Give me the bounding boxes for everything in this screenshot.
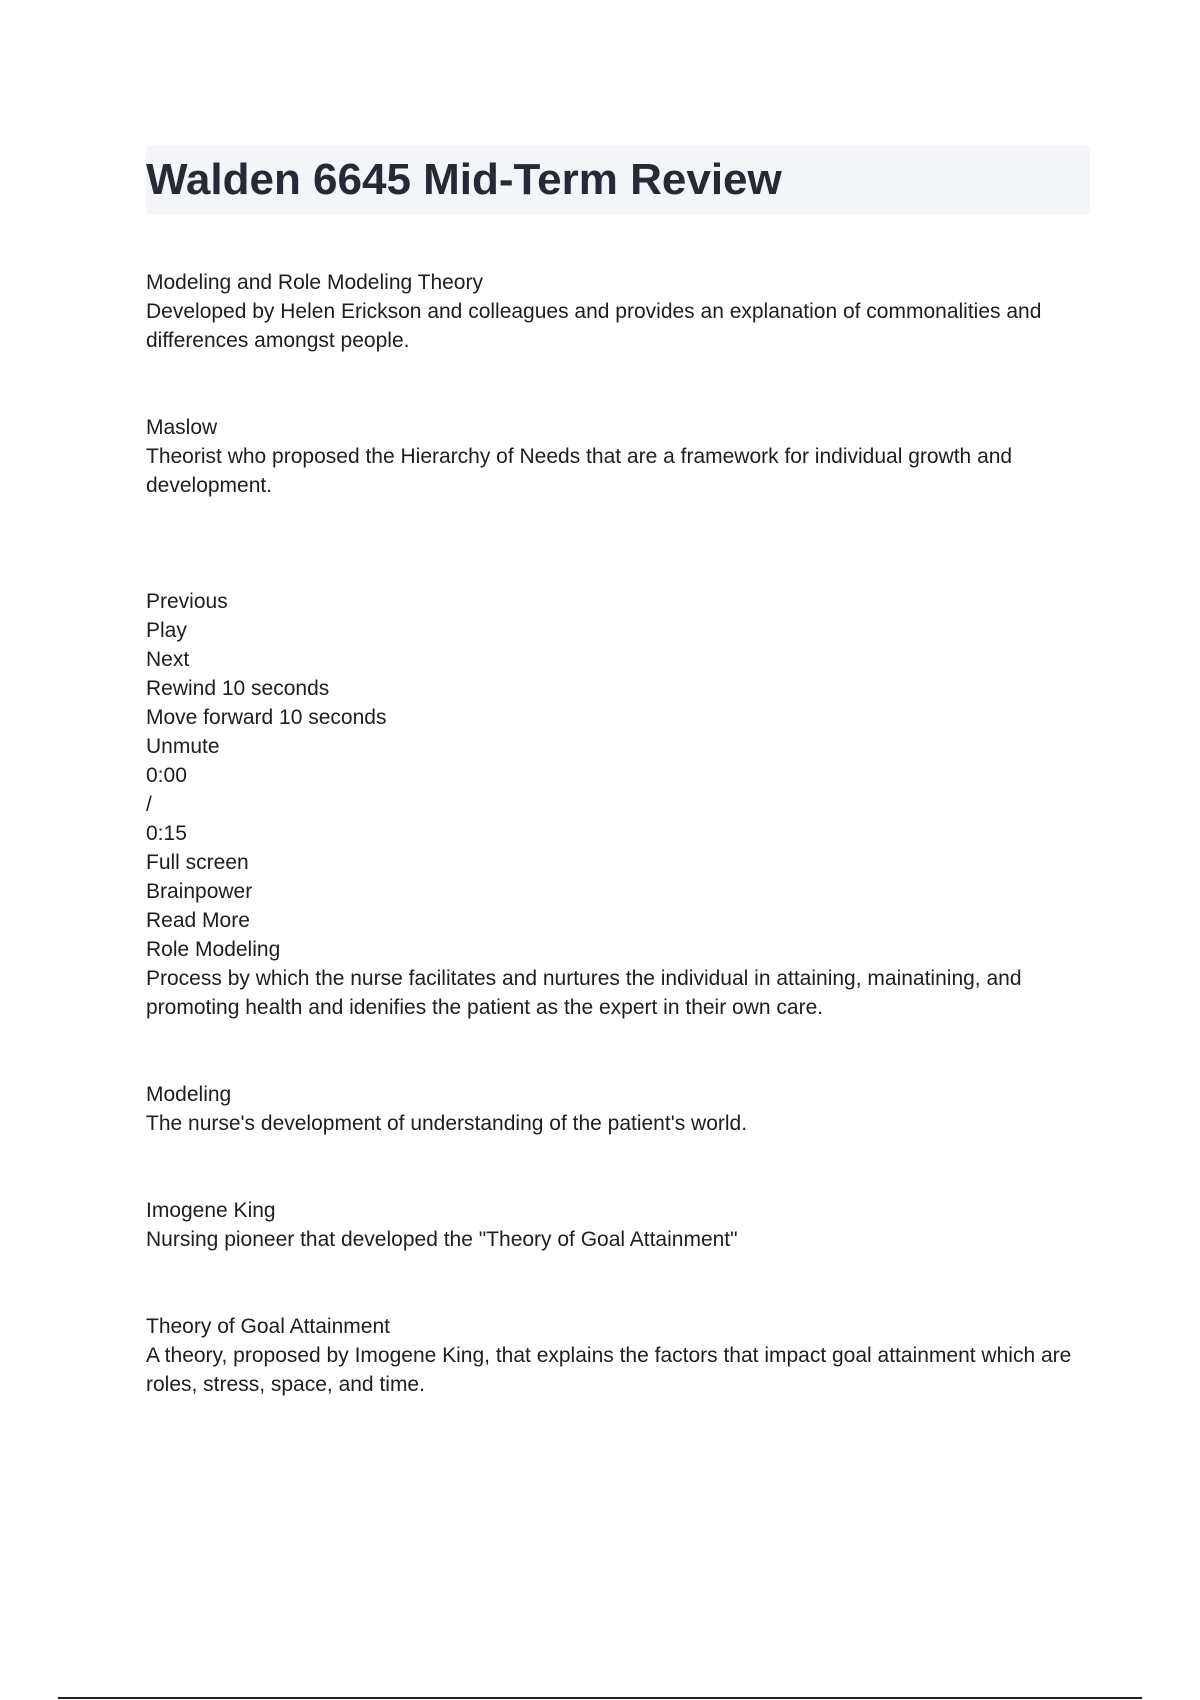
entry-definition: Nursing pioneer that developed the "Theory of Goal Attainment" <box>146 1228 738 1251</box>
page-title: Walden 6645 Mid-Term Review <box>146 155 782 204</box>
flashcard-entry <box>146 935 1090 1022</box>
flashcard-entry <box>146 268 1090 355</box>
read-more-link[interactable]: Read More <box>146 909 250 932</box>
entry-term: Maslow <box>146 416 218 439</box>
entry-term: Role Modeling <box>146 938 281 961</box>
current-time: 0:00 <box>146 764 187 787</box>
video-player-controls <box>146 587 1090 935</box>
entry-definition: The nurse's development of understanding of the patient's world. <box>146 1112 748 1135</box>
entry-definition: Theorist who proposed the Hierarchy of Needs that are a framework for individual growth and development. <box>146 445 1013 497</box>
time-separator: / <box>146 793 152 816</box>
next-button[interactable]: Next <box>146 648 190 671</box>
previous-button[interactable]: Previous <box>146 590 228 613</box>
unmute-button[interactable]: Unmute <box>146 735 220 758</box>
flashcard-entry <box>146 1080 1090 1138</box>
document-body <box>146 268 1090 1399</box>
flashcard-entry <box>146 1196 1090 1254</box>
flashcard-entry <box>146 1312 1090 1399</box>
entry-term: Theory of Goal Attainment <box>146 1315 390 1338</box>
footer-divider <box>58 1697 1142 1699</box>
forward-button[interactable]: Move forward 10 seconds <box>146 706 387 729</box>
entry-term: Modeling and Role Modeling Theory <box>146 271 483 294</box>
entry-term: Imogene King <box>146 1199 276 1222</box>
play-button[interactable]: Play <box>146 619 187 642</box>
entry-definition: Process by which the nurse facilitates and nurtures the individual in attaining, mainatining, and promoting health and idenifies the patient as the expert in their own care. <box>146 967 1022 1019</box>
title-band <box>146 146 1090 214</box>
brand-link[interactable]: Brainpower <box>146 880 253 903</box>
fullscreen-button[interactable]: Full screen <box>146 851 249 874</box>
flashcard-entry <box>146 413 1090 500</box>
entry-definition: Developed by Helen Erickson and colleagues and provides an explanation of commonalities and differences amongst people. <box>146 300 1042 352</box>
entry-term: Modeling <box>146 1083 232 1106</box>
duration: 0:15 <box>146 822 187 845</box>
rewind-button[interactable]: Rewind 10 seconds <box>146 677 330 700</box>
entry-definition: A theory, proposed by Imogene King, that explains the factors that impact goal attainment which are roles, stress, space, and time. <box>146 1344 1072 1396</box>
